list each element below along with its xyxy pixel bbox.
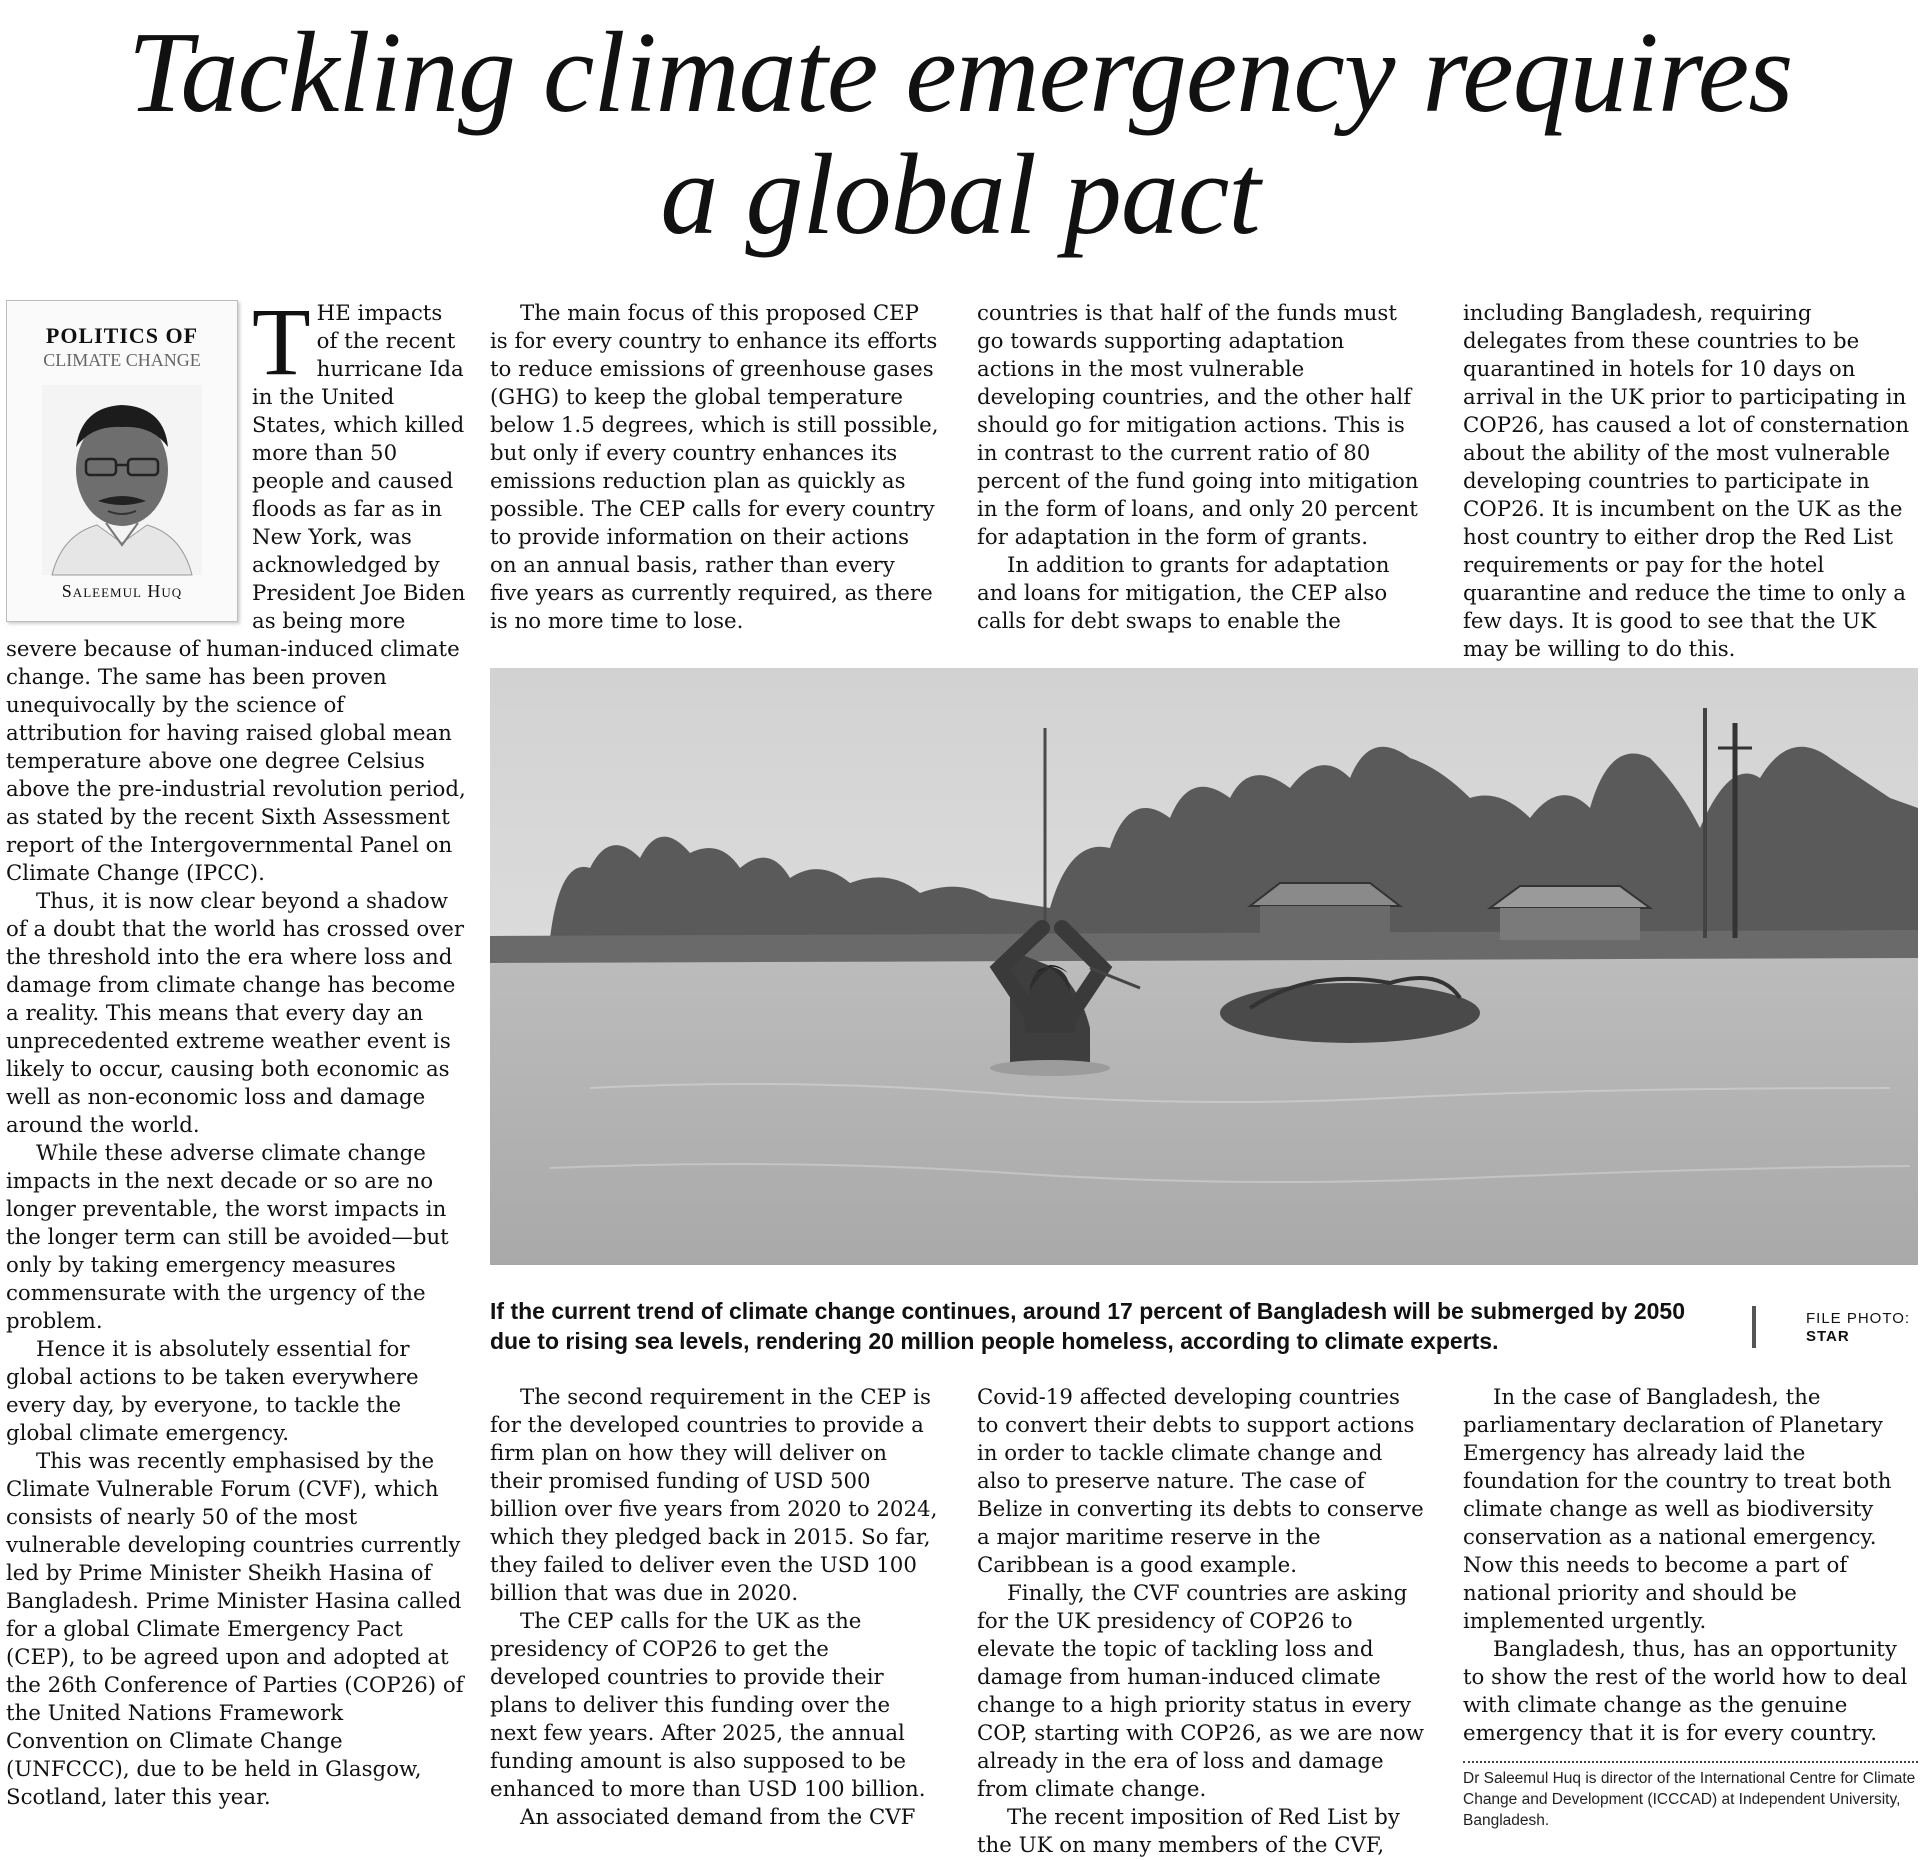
credit-divider	[1752, 1306, 1756, 1348]
author-name: Saleemul Huq	[61, 581, 183, 601]
article-column-3-top	[977, 300, 1427, 635]
article-paragraph: including Bangladesh, requiring delegates from these countries to be quarantined in hotels for 10 days on arrival in the UK prior to participating in COP26, has caused a lot of consternation about the ability of the most vulnerable developing countries to participate in COP26. It is incumbent on the UK as the host country to either drop the Red List requirements or pay for the hotel quarantine and reduce the time to only a few days. It is good to see that the UK may be willing to do this.	[1463, 301, 1910, 662]
article-paragraph: While these adverse climate change impacts in the next decade or so are no longer preventable, the worst impacts in the longer term can still be avoided—but only by taking emergency measures commensurate with the urgency of the problem.	[6, 1141, 449, 1334]
article-paragraph: The CEP calls for the UK as the presidency of COP26 to get the developed countries to provide their plans to deliver this funding over the next few years. After 2025, the annual funding amount is also supposed to be enhanced to more than USD 100 billion.	[490, 1609, 926, 1802]
article-paragraph: In the case of Bangladesh, the parliamentary declaration of Planetary Emergency has already laid the foundation for the country to treat both climate change as well as biodiversity conservation as a national emergency. Now this needs to become a part of national priority and should be implemented urgently.	[1463, 1385, 1892, 1634]
article-paragraph: The second requirement in the CEP is for the developed countries to provide a firm plan on how they will deliver on their promised funding of USD 500 billion over five years from 2020 to 2024, which they pledged back in 2015. So far, they failed to deliver even the USD 100 billion that was due in 2020.	[490, 1385, 938, 1606]
article-column-1	[6, 288, 466, 1834]
article-paragraph: This was recently emphasised by the Climate Vulnerable Forum (CVF), which consists of nearly 50 of the most vulnerable developing countries currently led by Prime Minister Sheikh Hasina of Bangladesh. Prime Minister Hasina called for a global Climate Emergency Pact (CEP), to be agreed upon and adopted at the 26th Conference of Parties (COP26) of the United Nations Framework Convention on Climate Change (UNFCCC), due to be held in Glasgow, Scotland, later this year.	[6, 1449, 464, 1810]
article-paragraph: Finally, the CVF countries are asking for the UK presidency of COP26 to elevate the topic of tackling loss and damage from human-induced climate change to a high priority status in every COP, starting with COP26, as we are now already in the era of loss and damage from climate change.	[977, 1581, 1424, 1802]
flood-photo	[490, 668, 1918, 1265]
article-paragraph: In addition to grants for adaptation and loans for mitigation, the CEP also calls for debt swaps to enable the	[977, 553, 1390, 634]
author-bio-text: Dr Saleemul Huq is director of the International Centre for Climate Change and Development (ICCCAD) at Independent University, Bangladesh.	[1463, 1770, 1916, 1829]
article-paragraph: Bangladesh, thus, has an opportunity to show the rest of the world how to deal with climate change as the genuine emergency that it is for every country.	[1463, 1637, 1908, 1746]
article-paragraph: countries is that half of the funds must go towards supporting adaptation actions in the most vulnerable developing countries, and the other half should go for mitigation actions. This is in contrast to the current ratio of 80 percent of the fund going into mitigation in the form of loans, and only 20 percent for adaptation in the form of grants.	[977, 301, 1419, 550]
article-paragraph: Covid-19 affected developing countries to convert their debts to support actions in order to tackle climate change and also to preserve nature. The case of Belize in converting its debts to conserve a major maritime reserve in the Caribbean is a good example.	[977, 1385, 1424, 1578]
photo-credit-line-2: STAR	[1806, 1328, 1850, 1345]
article-column-2-bottom	[490, 1384, 940, 1834]
article-column-4-bottom	[1463, 1384, 1918, 1756]
headline	[40, 9, 1880, 259]
article-column-2-top	[490, 300, 940, 635]
article-paragraph: Hence it is absolutely essential for global actions to be taken everywhere every day, by everyone, to tackle the global climate emergency.	[6, 1337, 419, 1446]
article-paragraph: The main focus of this proposed CEP is for every country to enhance its efforts to reduce emissions of greenhouse gases (GHG) to keep the global temperature below 1.5 degrees, which is still possible, but only if every country enhances its emissions reduction plan as quickly as possible. The CEP calls for every country to provide information on their actions on an annual basis, rather than every five years as currently required, as there is no more time to lose.	[490, 301, 939, 634]
column-sublabel: CLIMATE CHANGE	[43, 350, 201, 370]
article-paragraph: THE impacts of the recent hurricane Ida in the United States, which killed more than 50 people and caused floods as far as in New York, was acknowledged by President Joe Biden as being more severe because of human-induced climate change. The same has been proven unequivocally by the science of attribution for having raised global mean temperature above one degree Celsius above the pre-industrial revolution period, as stated by the recent Sixth Assessment report of the Intergovernmental Panel on Climate Change (IPCC).	[6, 288, 466, 886]
photo-caption: If the current trend of climate change continues, around 17 percent of Bangladesh will be submerged by 2050 due to rising sea levels, rendering 20 million people homeless, according to climate experts.	[490, 1298, 1685, 1354]
article-paragraph: An associated demand from the CVF	[520, 1805, 916, 1830]
article-paragraph: The recent imposition of Red List by the UK on many members of the CVF,	[977, 1805, 1400, 1858]
drop-cap: T	[252, 288, 311, 395]
author-bio	[1463, 1768, 1918, 1831]
photo-credit-line-1: FILE PHOTO:	[1806, 1310, 1911, 1327]
bio-divider	[1463, 1761, 1918, 1763]
article-paragraph: Thus, it is now clear beyond a shadow of a doubt that the world has crossed over the threshold into the era where loss and damage from climate change has become a reality. This means that every day an unprecedented extreme weather event is likely to occur, causing both economic as well as non-economic loss and damage around the world.	[6, 889, 465, 1138]
author-portrait	[42, 385, 202, 575]
article-column-3-bottom	[977, 1384, 1427, 1858]
column-label: POLITICS OF	[45, 323, 199, 348]
photo-credit	[1806, 1310, 1920, 1346]
headline-line-1: Tackling climate emergency requires	[127, 9, 1793, 137]
author-column-box	[6, 300, 238, 622]
headline-line-2: a global pact	[660, 131, 1260, 259]
article-column-4-top	[1463, 300, 1918, 662]
